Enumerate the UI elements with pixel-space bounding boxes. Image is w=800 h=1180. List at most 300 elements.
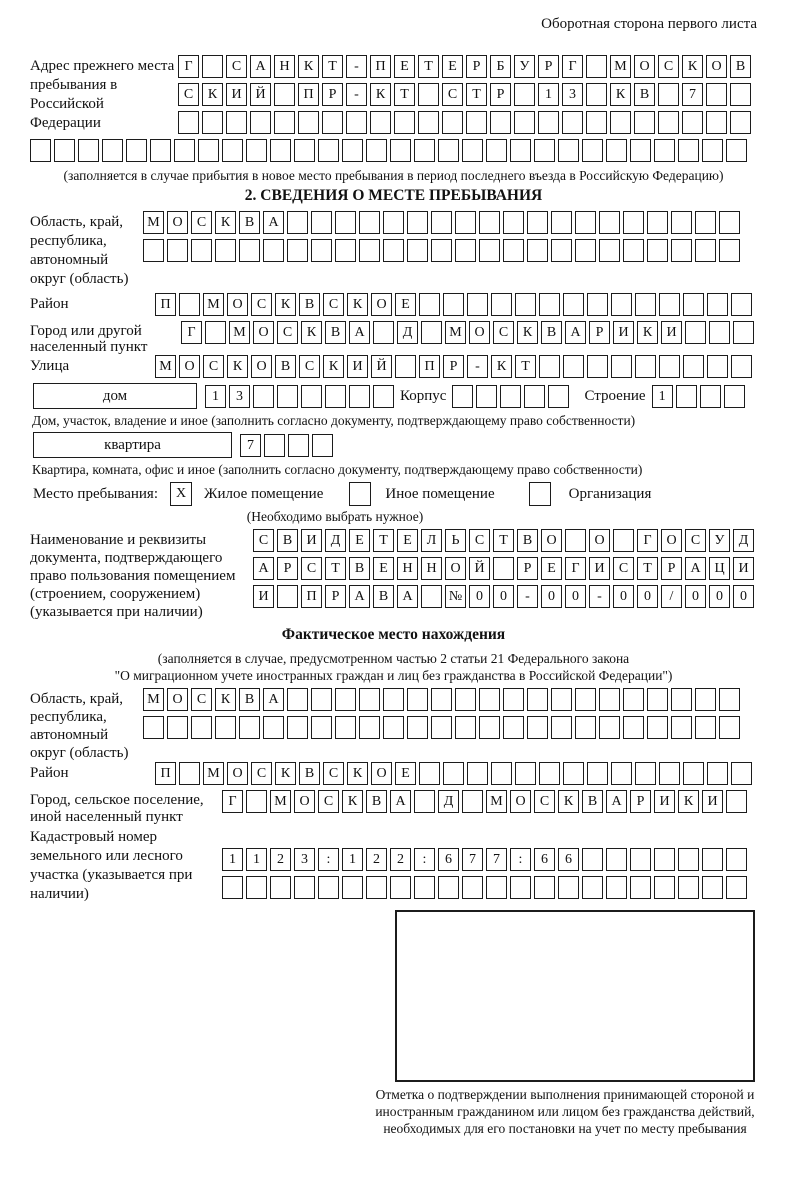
char-cell[interactable] [270,876,291,899]
char-cell[interactable] [455,211,476,234]
char-cell[interactable]: М [155,355,176,378]
char-cell[interactable] [510,139,531,162]
char-cell[interactable]: Т [515,355,536,378]
char-cell[interactable]: В [275,355,296,378]
char-cell[interactable] [288,434,309,457]
char-cell[interactable]: В [325,321,346,344]
char-cell[interactable]: В [299,762,320,785]
char-cell[interactable] [366,876,387,899]
char-cell[interactable] [373,385,394,408]
char-cell[interactable] [563,762,584,785]
char-cell[interactable]: Ц [709,557,730,580]
char-cell[interactable] [486,139,507,162]
char-cell[interactable] [702,848,723,871]
char-cell[interactable] [647,716,668,739]
char-cell[interactable] [503,716,524,739]
char-cell[interactable] [671,211,692,234]
char-cell[interactable] [678,876,699,899]
char-cell[interactable] [702,139,723,162]
char-cell[interactable] [563,355,584,378]
char-cell[interactable]: И [226,83,247,106]
char-cell[interactable] [274,83,295,106]
char-cell[interactable]: 3 [294,848,315,871]
char-cell[interactable]: А [349,585,370,608]
char-cell[interactable] [102,139,123,162]
char-cell[interactable] [222,139,243,162]
char-cell[interactable]: С [299,355,320,378]
char-cell[interactable] [373,321,394,344]
char-cell[interactable]: Т [373,529,394,552]
char-cell[interactable] [455,716,476,739]
char-cell[interactable]: И [702,790,723,813]
char-cell[interactable] [395,355,416,378]
char-cell[interactable] [726,876,747,899]
char-cell[interactable]: В [517,529,538,552]
char-cell[interactable] [731,355,752,378]
char-cell[interactable] [390,876,411,899]
char-cell[interactable] [635,293,656,316]
char-cell[interactable] [198,139,219,162]
char-cell[interactable] [179,762,200,785]
char-cell[interactable]: М [143,688,164,711]
char-cell[interactable]: Г [637,529,658,552]
char-cell[interactable] [678,139,699,162]
char-cell[interactable] [342,139,363,162]
char-cell[interactable]: : [318,848,339,871]
char-cell[interactable] [635,355,656,378]
char-cell[interactable] [322,111,343,134]
char-cell[interactable]: П [370,55,391,78]
char-cell[interactable] [421,321,442,344]
char-cell[interactable]: Г [562,55,583,78]
char-cell[interactable]: О [371,293,392,316]
char-cell[interactable] [558,139,579,162]
char-cell[interactable]: 6 [558,848,579,871]
char-cell[interactable]: К [558,790,579,813]
char-cell[interactable]: К [491,355,512,378]
flat-type-box[interactable]: квартира [33,432,232,458]
char-cell[interactable]: : [510,848,531,871]
char-cell[interactable]: С [658,55,679,78]
char-cell[interactable] [500,385,521,408]
char-cell[interactable]: М [486,790,507,813]
char-cell[interactable] [431,688,452,711]
char-cell[interactable] [539,762,560,785]
char-cell[interactable]: К [227,355,248,378]
char-cell[interactable]: С [301,557,322,580]
char-cell[interactable] [226,111,247,134]
char-cell[interactable]: С [323,293,344,316]
char-cell[interactable]: Л [421,529,442,552]
char-cell[interactable]: 1 [652,385,673,408]
char-cell[interactable]: В [541,321,562,344]
char-cell[interactable]: И [347,355,368,378]
char-cell[interactable] [671,716,692,739]
char-cell[interactable] [349,385,370,408]
char-cell[interactable] [246,139,267,162]
char-cell[interactable]: Е [541,557,562,580]
char-cell[interactable] [726,790,747,813]
char-cell[interactable]: С [253,529,274,552]
char-cell[interactable]: М [143,211,164,234]
char-cell[interactable]: С [191,688,212,711]
char-cell[interactable] [726,848,747,871]
char-cell[interactable] [366,139,387,162]
char-cell[interactable]: А [250,55,271,78]
char-cell[interactable]: В [730,55,751,78]
char-cell[interactable] [534,876,555,899]
char-cell[interactable]: К [323,355,344,378]
char-cell[interactable] [683,355,704,378]
char-cell[interactable] [179,293,200,316]
char-cell[interactable]: А [685,557,706,580]
char-cell[interactable] [325,385,346,408]
char-cell[interactable]: В [299,293,320,316]
char-cell[interactable] [658,83,679,106]
char-cell[interactable]: С [613,557,634,580]
char-cell[interactable]: Т [493,529,514,552]
char-cell[interactable] [562,111,583,134]
char-cell[interactable]: М [203,293,224,316]
char-cell[interactable] [682,111,703,134]
char-cell[interactable] [724,385,745,408]
char-cell[interactable]: О [634,55,655,78]
char-cell[interactable]: И [301,529,322,552]
char-cell[interactable] [407,716,428,739]
char-cell[interactable] [215,239,236,262]
char-cell[interactable] [390,139,411,162]
char-cell[interactable] [479,716,500,739]
char-cell[interactable] [586,83,607,106]
char-cell[interactable] [239,716,260,739]
char-cell[interactable] [418,111,439,134]
char-cell[interactable]: 3 [229,385,250,408]
char-cell[interactable] [623,211,644,234]
char-cell[interactable]: В [373,585,394,608]
char-cell[interactable] [623,239,644,262]
char-cell[interactable]: К [370,83,391,106]
char-cell[interactable]: С [226,55,247,78]
char-cell[interactable] [215,716,236,739]
char-cell[interactable] [250,111,271,134]
char-cell[interactable]: 2 [390,848,411,871]
char-cell[interactable] [414,790,435,813]
char-cell[interactable] [264,434,285,457]
char-cell[interactable] [318,139,339,162]
char-cell[interactable] [527,239,548,262]
char-cell[interactable]: С [534,790,555,813]
char-cell[interactable] [346,111,367,134]
char-cell[interactable] [419,293,440,316]
char-cell[interactable] [623,716,644,739]
char-cell[interactable]: А [397,585,418,608]
char-cell[interactable] [695,688,716,711]
char-cell[interactable] [654,876,675,899]
char-cell[interactable]: К [517,321,538,344]
char-cell[interactable] [294,139,315,162]
char-cell[interactable] [383,716,404,739]
char-cell[interactable]: Н [397,557,418,580]
char-cell[interactable] [407,688,428,711]
char-cell[interactable] [613,529,634,552]
char-cell[interactable] [510,876,531,899]
char-cell[interactable] [515,293,536,316]
char-cell[interactable] [551,716,572,739]
char-cell[interactable] [383,688,404,711]
char-cell[interactable]: Й [469,557,490,580]
char-cell[interactable] [491,762,512,785]
char-cell[interactable] [671,239,692,262]
char-cell[interactable]: № [445,585,466,608]
char-cell[interactable] [726,139,747,162]
char-cell[interactable] [539,293,560,316]
char-cell[interactable] [503,239,524,262]
char-cell[interactable]: Е [395,762,416,785]
char-cell[interactable]: 1 [222,848,243,871]
char-cell[interactable]: 6 [534,848,555,871]
char-cell[interactable]: О [227,762,248,785]
char-cell[interactable]: Г [222,790,243,813]
char-cell[interactable]: Т [322,55,343,78]
char-cell[interactable] [335,211,356,234]
char-cell[interactable] [202,111,223,134]
char-cell[interactable] [659,762,680,785]
char-cell[interactable] [431,716,452,739]
char-cell[interactable]: С [318,790,339,813]
char-cell[interactable] [312,434,333,457]
char-cell[interactable] [611,293,632,316]
char-cell[interactable]: Р [661,557,682,580]
char-cell[interactable] [287,688,308,711]
house-type-box[interactable]: дом [33,383,197,409]
char-cell[interactable] [551,211,572,234]
char-cell[interactable]: С [469,529,490,552]
char-cell[interactable] [414,139,435,162]
char-cell[interactable] [491,293,512,316]
char-cell[interactable] [719,688,740,711]
char-cell[interactable] [563,293,584,316]
char-cell[interactable] [730,111,751,134]
char-cell[interactable] [407,239,428,262]
char-cell[interactable]: И [733,557,754,580]
char-cell[interactable]: С [203,355,224,378]
char-cell[interactable]: И [253,585,274,608]
char-cell[interactable] [610,111,631,134]
char-cell[interactable]: 7 [682,83,703,106]
char-cell[interactable] [709,321,730,344]
char-cell[interactable]: Р [322,83,343,106]
char-cell[interactable]: П [155,762,176,785]
char-cell[interactable]: Н [274,55,295,78]
char-cell[interactable] [253,385,274,408]
char-cell[interactable]: 0 [565,585,586,608]
char-cell[interactable] [359,211,380,234]
char-cell[interactable]: С [178,83,199,106]
char-cell[interactable] [263,716,284,739]
char-cell[interactable]: : [414,848,435,871]
char-cell[interactable] [205,321,226,344]
char-cell[interactable] [731,293,752,316]
char-cell[interactable]: О [445,557,466,580]
char-cell[interactable] [582,848,603,871]
char-cell[interactable] [126,139,147,162]
char-cell[interactable] [383,239,404,262]
char-cell[interactable] [551,239,572,262]
char-cell[interactable] [466,111,487,134]
char-cell[interactable] [683,762,704,785]
char-cell[interactable] [586,55,607,78]
char-cell[interactable]: К [215,688,236,711]
char-cell[interactable] [700,385,721,408]
char-cell[interactable]: С [442,83,463,106]
char-cell[interactable]: С [323,762,344,785]
char-cell[interactable] [462,790,483,813]
char-cell[interactable] [442,111,463,134]
char-cell[interactable]: О [253,321,274,344]
char-cell[interactable]: О [541,529,562,552]
char-cell[interactable] [476,385,497,408]
char-cell[interactable]: Ь [445,529,466,552]
char-cell[interactable] [695,239,716,262]
char-cell[interactable] [407,211,428,234]
char-cell[interactable] [575,239,596,262]
char-cell[interactable]: 0 [685,585,706,608]
char-cell[interactable]: Е [373,557,394,580]
char-cell[interactable]: А [390,790,411,813]
char-cell[interactable] [551,688,572,711]
char-cell[interactable]: - [467,355,488,378]
char-cell[interactable]: С [251,762,272,785]
char-cell[interactable] [431,239,452,262]
char-cell[interactable] [599,211,620,234]
char-cell[interactable] [246,790,267,813]
char-cell[interactable]: К [215,211,236,234]
char-cell[interactable] [263,239,284,262]
char-cell[interactable]: Р [538,55,559,78]
char-cell[interactable] [174,139,195,162]
char-cell[interactable]: 3 [562,83,583,106]
char-cell[interactable]: У [709,529,730,552]
char-cell[interactable]: В [239,211,260,234]
char-cell[interactable]: 2 [270,848,291,871]
char-cell[interactable] [178,111,199,134]
char-cell[interactable] [54,139,75,162]
char-cell[interactable]: Т [466,83,487,106]
char-cell[interactable] [733,321,754,344]
char-cell[interactable] [599,239,620,262]
char-cell[interactable] [706,111,727,134]
char-cell[interactable]: Е [442,55,463,78]
char-cell[interactable] [575,716,596,739]
char-cell[interactable]: О [167,211,188,234]
char-cell[interactable]: А [263,688,284,711]
char-cell[interactable] [539,355,560,378]
char-cell[interactable] [370,111,391,134]
char-cell[interactable] [565,529,586,552]
char-cell[interactable]: Д [733,529,754,552]
char-cell[interactable] [599,716,620,739]
char-cell[interactable] [548,385,569,408]
char-cell[interactable]: Т [418,55,439,78]
char-cell[interactable]: О [294,790,315,813]
char-cell[interactable] [582,139,603,162]
char-cell[interactable] [719,716,740,739]
char-cell[interactable] [287,716,308,739]
char-cell[interactable]: М [445,321,466,344]
char-cell[interactable]: О [371,762,392,785]
char-cell[interactable]: В [366,790,387,813]
char-cell[interactable]: И [654,790,675,813]
char-cell[interactable]: 6 [438,848,459,871]
char-cell[interactable]: 7 [240,434,261,457]
char-cell[interactable]: П [419,355,440,378]
char-cell[interactable]: К [275,762,296,785]
char-cell[interactable] [514,111,535,134]
char-cell[interactable] [534,139,555,162]
char-cell[interactable] [659,293,680,316]
char-cell[interactable] [538,111,559,134]
char-cell[interactable] [421,585,442,608]
char-cell[interactable]: О [251,355,272,378]
char-cell[interactable] [191,239,212,262]
char-cell[interactable]: У [514,55,535,78]
char-cell[interactable]: 7 [486,848,507,871]
char-cell[interactable]: С [251,293,272,316]
char-cell[interactable]: О [227,293,248,316]
char-cell[interactable]: К [347,293,368,316]
char-cell[interactable] [623,688,644,711]
char-cell[interactable] [311,239,332,262]
char-cell[interactable] [419,762,440,785]
char-cell[interactable] [335,688,356,711]
char-cell[interactable] [707,293,728,316]
char-cell[interactable] [490,111,511,134]
char-cell[interactable]: В [349,557,370,580]
char-cell[interactable]: П [155,293,176,316]
char-cell[interactable]: Е [397,529,418,552]
char-cell[interactable] [587,293,608,316]
char-cell[interactable]: М [229,321,250,344]
char-cell[interactable] [707,762,728,785]
char-cell[interactable]: К [301,321,322,344]
char-cell[interactable] [695,211,716,234]
char-cell[interactable] [730,83,751,106]
char-cell[interactable]: А [606,790,627,813]
char-cell[interactable] [246,876,267,899]
char-cell[interactable] [630,876,651,899]
char-cell[interactable]: Р [517,557,538,580]
char-cell[interactable]: П [298,83,319,106]
char-cell[interactable] [514,83,535,106]
char-cell[interactable] [486,876,507,899]
char-cell[interactable]: Г [565,557,586,580]
char-cell[interactable] [611,355,632,378]
char-cell[interactable] [599,688,620,711]
char-cell[interactable] [452,385,473,408]
char-cell[interactable]: / [661,585,682,608]
char-cell[interactable]: 0 [709,585,730,608]
char-cell[interactable] [462,876,483,899]
char-cell[interactable] [311,716,332,739]
char-cell[interactable]: Г [181,321,202,344]
char-cell[interactable] [630,139,651,162]
char-cell[interactable] [418,83,439,106]
char-cell[interactable] [383,211,404,234]
char-cell[interactable]: С [493,321,514,344]
char-cell[interactable]: Т [394,83,415,106]
char-cell[interactable] [301,385,322,408]
char-cell[interactable] [558,876,579,899]
